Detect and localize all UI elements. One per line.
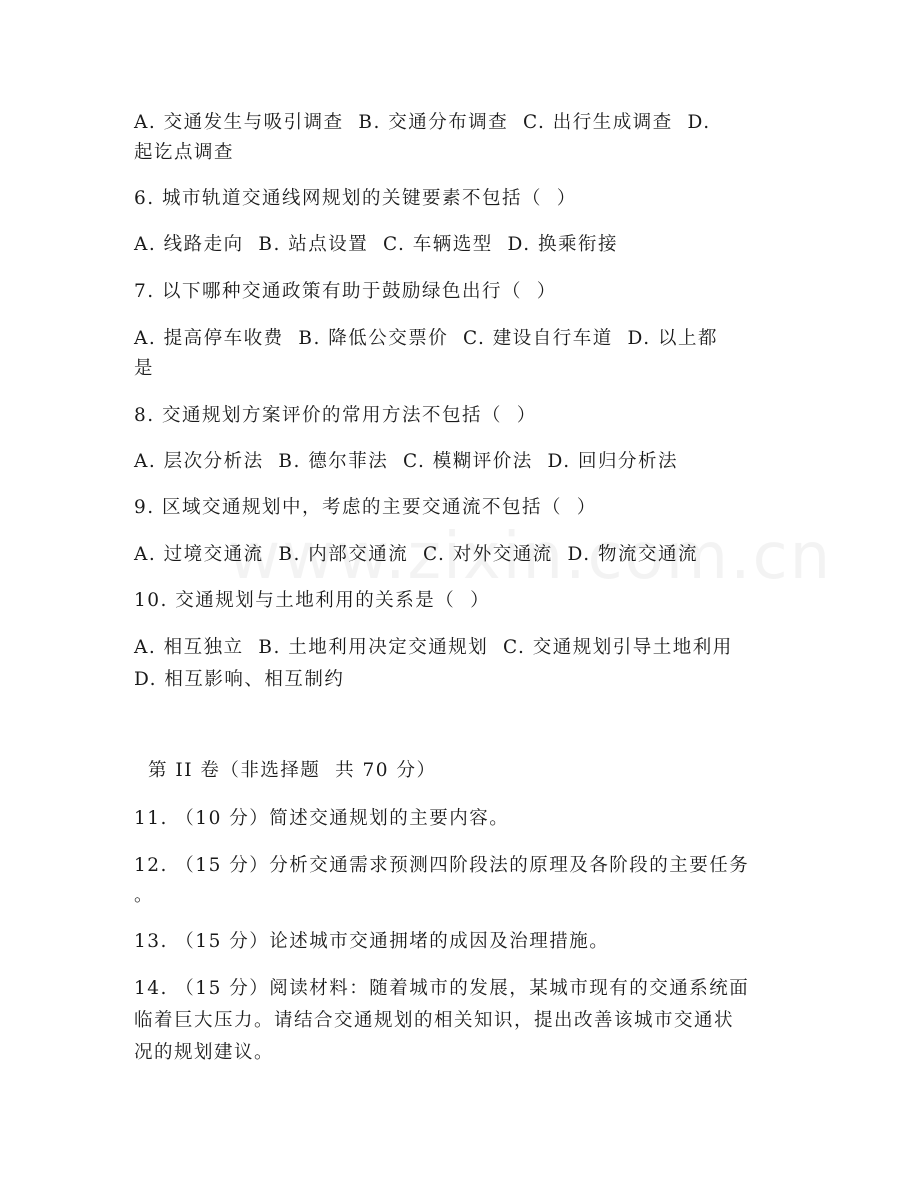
q7-options-line1: A. 提高停车收费 B. 降低公交票价 C. 建设自行车道 D. 以上都: [134, 328, 718, 349]
q5-options-line1: A. 交通发生与吸引调查 B. 交通分布调查 C. 出行生成调查 D.: [134, 112, 711, 133]
q10-options-line1: A. 相互独立 B. 土地利用决定交通规划 C. 交通规划引导土地利用: [134, 637, 733, 658]
q6-options: A. 线路走向 B. 站点设置 C. 车辆选型 D. 换乘衔接: [134, 234, 618, 255]
q5-options-line2: 起讫点调查: [134, 142, 235, 163]
q13-stem: 13. （15 分）论述城市交通拥堵的成因及治理措施。: [134, 931, 610, 952]
q14-stem-line3: 况的规划建议。: [134, 1042, 275, 1063]
q7-stem: 7. 以下哪种交通政策有助于鼓励绿色出行（ ）: [134, 281, 557, 302]
section-title: 第 II 卷（非选择题 共 70 分）: [148, 760, 437, 781]
q9-options: A. 过境交通流 B. 内部交通流 C. 对外交通流 D. 物流交通流: [134, 544, 698, 565]
q9-stem: 9. 区域交通规划中，考虑的主要交通流不包括（ ）: [134, 497, 597, 518]
q14-stem-line2: 临着巨大压力。请结合交通规划的相关知识，提出改善该城市交通状: [134, 1010, 735, 1031]
q14-stem-line1: 14. （15 分）阅读材料：随着城市的发展，某城市现有的交通系统面: [134, 978, 750, 999]
q12-stem-line1: 12. （15 分）分析交通需求预测四阶段法的原理及各阶段的主要任务: [134, 855, 750, 876]
q6-stem: 6. 城市轨道交通线网规划的关键要素不包括（ ）: [134, 188, 577, 209]
q8-stem: 8. 交通规划方案评价的常用方法不包括（ ）: [134, 405, 537, 426]
q10-stem: 10. 交通规划与土地利用的关系是（ ）: [134, 590, 491, 611]
q8-options: A. 层次分析法 B. 德尔菲法 C. 模糊评价法 D. 回归分析法: [134, 451, 678, 472]
q7-options-line2: 是: [134, 358, 155, 379]
q12-stem-line2: 。: [134, 885, 155, 906]
q11-stem: 11. （10 分）简述交通规划的主要内容。: [134, 808, 510, 829]
q10-options-line2: D. 相互影响、相互制约: [134, 669, 345, 690]
